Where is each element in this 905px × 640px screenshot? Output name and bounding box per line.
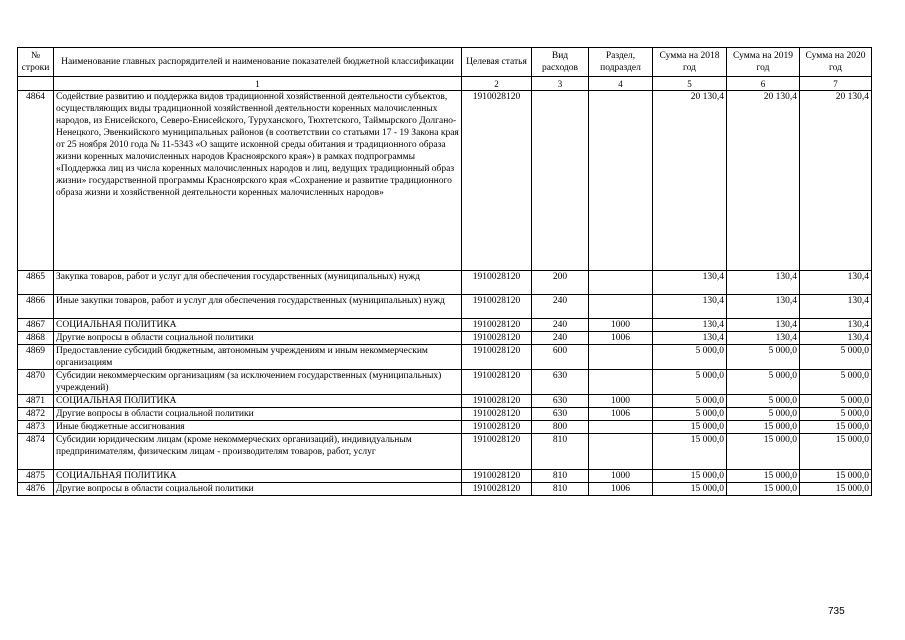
- col-number-blank: [18, 77, 54, 91]
- row-number: 4869: [18, 345, 54, 370]
- row-sum-2018: 15 000,0: [653, 434, 727, 470]
- row-sum-2018: 15 000,0: [653, 483, 727, 496]
- row-number: 4868: [18, 332, 54, 345]
- row-expense-type: 630: [532, 370, 589, 395]
- row-section: 1006: [589, 408, 653, 421]
- row-sum-2020: 15 000,0: [800, 470, 872, 483]
- row-number: 4871: [18, 395, 54, 408]
- table-row: [18, 470, 872, 483]
- row-name: СОЦИАЛЬНАЯ ПОЛИТИКА: [54, 470, 462, 483]
- row-name: Предоставление субсидий бюджетным, автономным учреждениям и иным некоммерческим организациям: [54, 345, 462, 370]
- col-number: 3: [532, 77, 589, 91]
- header-sum-2020: Сумма на 2020 год: [800, 48, 872, 77]
- row-section: [589, 421, 653, 434]
- row-sum-2018: 20 130,4: [653, 91, 727, 271]
- row-name: Субсидии некоммерческим организациям (за исключением государственных (муниципальных) учреждений): [54, 370, 462, 395]
- row-target-article: 1910028120: [462, 470, 532, 483]
- row-name: Иные закупки товаров, работ и услуг для обеспечения государственных (муниципальных) нужд: [54, 295, 462, 319]
- row-name: Другие вопросы в области социальной политики: [54, 332, 462, 345]
- row-number: 4873: [18, 421, 54, 434]
- table-row: [18, 483, 872, 496]
- table-row: [18, 421, 872, 434]
- row-number: 4875: [18, 470, 54, 483]
- row-target-article: 1910028120: [462, 483, 532, 496]
- table-row: [18, 434, 872, 470]
- row-target-article: 1910028120: [462, 295, 532, 319]
- row-sum-2020: 5 000,0: [800, 408, 872, 421]
- row-sum-2019: 5 000,0: [727, 345, 800, 370]
- row-name: СОЦИАЛЬНАЯ ПОЛИТИКА: [54, 319, 462, 332]
- row-expense-type: 600: [532, 345, 589, 370]
- row-sum-2019: 15 000,0: [727, 483, 800, 496]
- row-section: [589, 434, 653, 470]
- row-expense-type: 200: [532, 271, 589, 295]
- row-sum-2018: 5 000,0: [653, 395, 727, 408]
- table-row: [18, 395, 872, 408]
- row-target-article: 1910028120: [462, 319, 532, 332]
- row-target-article: 1910028120: [462, 271, 532, 295]
- header-section: Раздел, подраздел: [589, 48, 653, 77]
- row-expense-type: 240: [532, 295, 589, 319]
- row-section: 1006: [589, 332, 653, 345]
- row-section: 1000: [589, 470, 653, 483]
- row-section: [589, 91, 653, 271]
- row-target-article: 1910028120: [462, 434, 532, 470]
- row-number: 4876: [18, 483, 54, 496]
- row-sum-2019: 5 000,0: [727, 408, 800, 421]
- row-sum-2018: 5 000,0: [653, 408, 727, 421]
- table-body: [18, 91, 872, 496]
- row-expense-type: 810: [532, 434, 589, 470]
- row-expense-type: 240: [532, 332, 589, 345]
- row-section: 1006: [589, 483, 653, 496]
- table-row: [18, 345, 872, 370]
- table-row: [18, 295, 872, 319]
- row-sum-2019: 20 130,4: [727, 91, 800, 271]
- row-target-article: 1910028120: [462, 332, 532, 345]
- row-section: 1000: [589, 395, 653, 408]
- row-sum-2018: 130,4: [653, 295, 727, 319]
- row-number: 4866: [18, 295, 54, 319]
- col-number: 5: [653, 77, 727, 91]
- row-target-article: 1910028120: [462, 408, 532, 421]
- row-sum-2018: 5 000,0: [653, 370, 727, 395]
- header-row: [18, 48, 872, 77]
- row-target-article: 1910028120: [462, 395, 532, 408]
- row-number: 4870: [18, 370, 54, 395]
- row-expense-type: 630: [532, 408, 589, 421]
- row-sum-2020: 15 000,0: [800, 434, 872, 470]
- row-sum-2020: 130,4: [800, 319, 872, 332]
- row-target-article: 1910028120: [462, 91, 532, 271]
- row-sum-2018: 130,4: [653, 319, 727, 332]
- row-sum-2020: 5 000,0: [800, 345, 872, 370]
- header-num: № строки: [18, 48, 54, 77]
- row-target-article: 1910028120: [462, 421, 532, 434]
- row-expense-type: [532, 91, 589, 271]
- col-number: 4: [589, 77, 653, 91]
- row-name: Субсидии юридическим лицам (кроме некоммерческих организаций), индивидуальным предпринимателям, физическим лицам - производителям товаров, работ, услуг: [54, 434, 462, 470]
- row-name: Другие вопросы в области социальной политики: [54, 408, 462, 421]
- col-number: 2: [462, 77, 532, 91]
- row-number: 4872: [18, 408, 54, 421]
- table-row: [18, 332, 872, 345]
- row-name: Другие вопросы в области социальной политики: [54, 483, 462, 496]
- header-expense-type: Вид расходов: [532, 48, 589, 77]
- row-expense-type: 810: [532, 483, 589, 496]
- row-section: 1000: [589, 319, 653, 332]
- row-sum-2018: 15 000,0: [653, 421, 727, 434]
- row-section: [589, 271, 653, 295]
- row-sum-2019: 130,4: [727, 332, 800, 345]
- table-row: [18, 408, 872, 421]
- row-sum-2018: 130,4: [653, 332, 727, 345]
- row-sum-2020: 130,4: [800, 295, 872, 319]
- header-name: Наименование главных распорядителей и наименование показателей бюджетной классификации: [54, 48, 462, 77]
- row-section: [589, 370, 653, 395]
- row-name: Закупка товаров, работ и услуг для обеспечения государственных (муниципальных) нужд: [54, 271, 462, 295]
- row-sum-2019: 5 000,0: [727, 395, 800, 408]
- row-sum-2019: 130,4: [727, 319, 800, 332]
- row-expense-type: 240: [532, 319, 589, 332]
- row-target-article: 1910028120: [462, 370, 532, 395]
- row-section: [589, 295, 653, 319]
- row-sum-2019: 130,4: [727, 295, 800, 319]
- row-expense-type: 630: [532, 395, 589, 408]
- row-sum-2020: 20 130,4: [800, 91, 872, 271]
- row-sum-2020: 5 000,0: [800, 395, 872, 408]
- row-number: 4874: [18, 434, 54, 470]
- row-number: 4867: [18, 319, 54, 332]
- header-sum-2018: Сумма на 2018 год: [653, 48, 727, 77]
- header-target-article: Целевая статья: [462, 48, 532, 77]
- row-sum-2020: 15 000,0: [800, 421, 872, 434]
- col-number: 1: [54, 77, 462, 91]
- col-number: 6: [727, 77, 800, 91]
- row-expense-type: 810: [532, 470, 589, 483]
- row-sum-2018: 15 000,0: [653, 470, 727, 483]
- row-name: Содействие развитию и поддержка видов традиционной хозяйственной деятельности субъектов, осуществляющих виды традиционной хозяйственной деятельности коренных малочисленных народов, из Енисейского, Северо-Енисейского, Туруханского, Тюхтетского, Таймырского Долгано-Ненецкого, Эвенкийского муниципальных районов (в соответствии со статьями 17 - 19 Закона края от 25 ноября 2010 года № 11-5343 «О защите исконной среды обитания и традиционного образа жизни коренных малочисленных народов Красноярского края») в рамках подпрограммы «Поддержка лиц из числа коренных малочисленных народов и лиц, ведущих традиционный образ жизни» государственной программы Красноярского края «Сохранение и развитие традиционного образа жизни и хозяйственной деятельности коренных малочисленных народов»: [54, 91, 462, 271]
- column-number-row: [18, 77, 872, 91]
- row-name: СОЦИАЛЬНАЯ ПОЛИТИКА: [54, 395, 462, 408]
- row-sum-2019: 130,4: [727, 271, 800, 295]
- row-sum-2019: 5 000,0: [727, 370, 800, 395]
- row-sum-2020: 5 000,0: [800, 370, 872, 395]
- table-row: [18, 271, 872, 295]
- col-number: 7: [800, 77, 872, 91]
- row-expense-type: 800: [532, 421, 589, 434]
- row-target-article: 1910028120: [462, 345, 532, 370]
- page-number: 735: [828, 606, 845, 617]
- row-sum-2020: 130,4: [800, 271, 872, 295]
- row-sum-2019: 15 000,0: [727, 421, 800, 434]
- row-sum-2018: 130,4: [653, 271, 727, 295]
- budget-table: [17, 47, 872, 496]
- row-sum-2020: 15 000,0: [800, 483, 872, 496]
- table-row: [18, 319, 872, 332]
- table-row: [18, 370, 872, 395]
- row-name: Иные бюджетные ассигнования: [54, 421, 462, 434]
- row-number: 4865: [18, 271, 54, 295]
- row-number: 4864: [18, 91, 54, 271]
- row-section: [589, 345, 653, 370]
- row-sum-2018: 5 000,0: [653, 345, 727, 370]
- budget-table-container: [17, 47, 871, 496]
- header-sum-2019: Сумма на 2019 год: [727, 48, 800, 77]
- row-sum-2019: 15 000,0: [727, 434, 800, 470]
- row-sum-2019: 15 000,0: [727, 470, 800, 483]
- row-sum-2020: 130,4: [800, 332, 872, 345]
- table-row: [18, 91, 872, 271]
